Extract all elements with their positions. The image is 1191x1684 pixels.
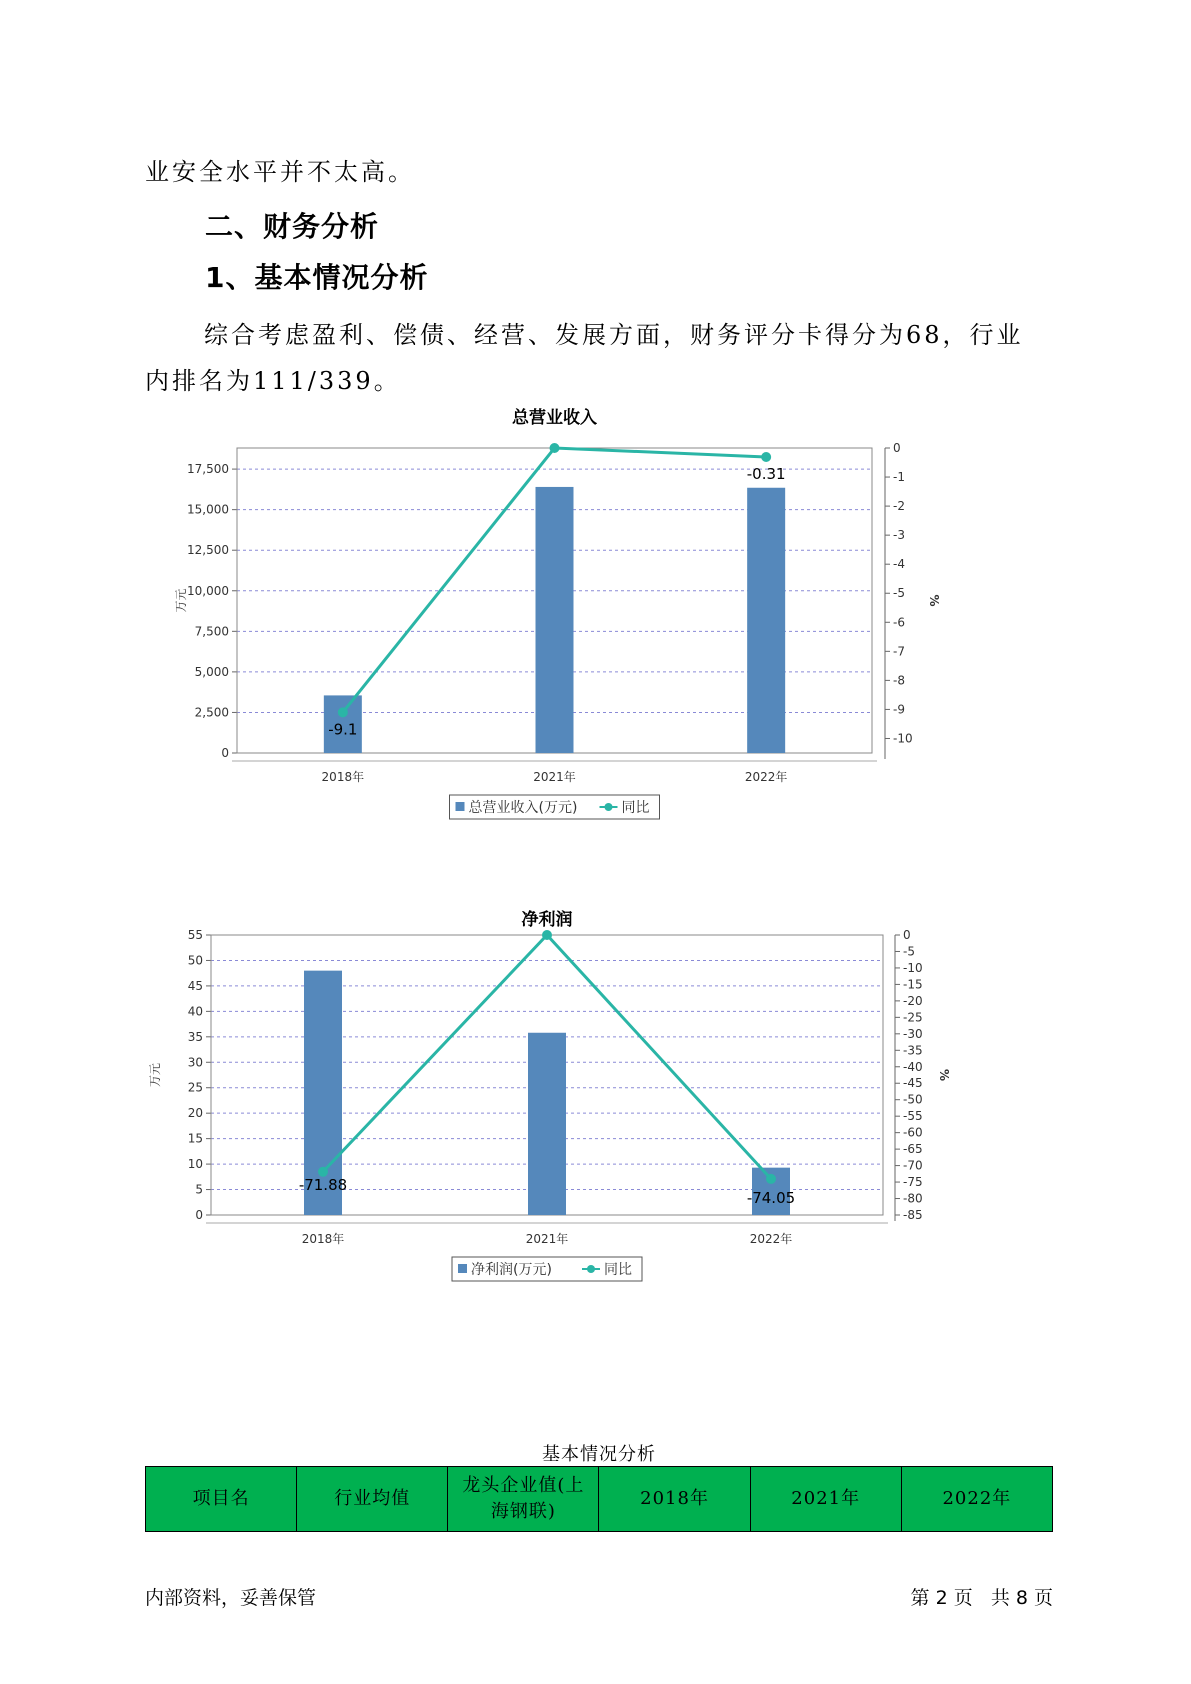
table-header-row — [146, 1467, 1053, 1532]
y-tick-label: 10,000 — [187, 583, 229, 598]
y2-tick-label: -5 — [893, 586, 905, 601]
y-tick-label: 45 — [187, 978, 203, 993]
y2-tick-label: -1 — [893, 470, 905, 485]
legend-line-marker — [605, 803, 613, 811]
y2-tick-label: -40 — [903, 1059, 923, 1074]
table-caption: 基本情况分析 — [542, 1444, 656, 1465]
summary-paragraph-line-2: 内排名为111/339。 — [145, 367, 401, 395]
bar-2021年 — [536, 487, 574, 753]
chart-title: 总营业收入 — [512, 408, 597, 428]
section-heading: 二、财务分析 — [205, 210, 380, 243]
yoy-point — [542, 930, 552, 940]
y-tick-label: 40 — [187, 1004, 203, 1019]
y2-tick-label: -25 — [903, 1010, 923, 1025]
y-tick-label: 20 — [187, 1106, 203, 1121]
table-header-cell: 行业均值 — [297, 1467, 448, 1532]
yoy-point — [338, 707, 348, 717]
y-axis-label: 万元 — [174, 588, 188, 613]
carry-over-text: 业安全水平并不太高。 — [145, 158, 415, 186]
y2-axis-label: % — [937, 1068, 951, 1082]
legend-bar-swatch — [458, 1264, 467, 1273]
y-tick-label: 25 — [187, 1080, 203, 1095]
x-tick-label: 2018年 — [321, 770, 365, 784]
yoy-data-label: -0.31 — [746, 465, 786, 484]
y2-tick-label: -3 — [893, 528, 905, 543]
revenue-chart — [174, 408, 975, 895]
y2-tick-label: -60 — [903, 1125, 923, 1140]
y2-tick-label: -45 — [903, 1076, 923, 1091]
y-tick-label: 12,500 — [187, 543, 229, 558]
basic-analysis-table — [145, 1466, 1053, 1532]
y-tick-label: 7,500 — [194, 624, 229, 639]
y2-tick-label: -50 — [903, 1092, 923, 1107]
y-tick-label: 0 — [195, 1208, 203, 1222]
x-tick-label: 2022年 — [744, 770, 788, 784]
y-tick-label: 55 — [187, 928, 203, 942]
legend-bar-swatch — [456, 802, 465, 811]
table-header-cell: 2021年 — [750, 1467, 901, 1532]
y-tick-label: 50 — [187, 953, 203, 968]
yoy-data-label: -71.88 — [298, 1175, 348, 1194]
y2-tick-label: -7 — [893, 644, 905, 659]
x-tick-label: 2021年 — [525, 1232, 569, 1246]
x-tick-label: 2022年 — [749, 1232, 793, 1246]
y2-tick-label: 0 — [893, 441, 901, 455]
legend-line-label: 同比 — [604, 1262, 632, 1278]
y2-tick-label: -55 — [903, 1109, 923, 1124]
y2-tick-label: -85 — [903, 1208, 923, 1222]
table-header-cell: 龙头企业值(上海钢联) — [448, 1467, 599, 1532]
y2-tick-label: -6 — [893, 615, 905, 630]
y-tick-label: 5,000 — [194, 664, 229, 679]
yoy-data-label: -74.05 — [746, 1188, 796, 1207]
y2-tick-label: -75 — [903, 1175, 923, 1190]
legend-bar-label: 净利润(万元) — [471, 1262, 552, 1278]
y2-tick-label: -30 — [903, 1026, 923, 1041]
x-tick-label: 2021年 — [533, 770, 576, 784]
y2-tick-label: -5 — [903, 944, 915, 959]
legend-line-marker — [587, 1265, 595, 1273]
y-tick-label: 17,500 — [187, 462, 229, 477]
y2-tick-label: -15 — [903, 977, 923, 992]
table-header-cell: 项目名 — [146, 1467, 297, 1532]
y-tick-label: 0 — [221, 746, 229, 760]
y2-tick-label: -9 — [893, 702, 905, 717]
y-tick-label: 15 — [187, 1131, 203, 1146]
y2-tick-label: -10 — [893, 731, 913, 746]
y-tick-label: 5 — [195, 1182, 203, 1197]
chart-title: 净利润 — [521, 910, 573, 930]
y-tick-label: 2,500 — [194, 705, 229, 720]
yoy-point — [550, 443, 560, 453]
footer-confidential-note: 内部资料，妥善保管 — [145, 1587, 317, 1609]
yoy-point — [761, 452, 771, 462]
x-tick-label: 2018年 — [301, 1232, 345, 1246]
y2-tick-label: -10 — [903, 960, 923, 975]
y2-tick-label: -2 — [893, 499, 905, 514]
chart-legend — [450, 795, 660, 819]
y-axis-label: 万元 — [148, 1062, 162, 1088]
y2-axis-label: % — [927, 594, 941, 607]
bar-2022年 — [747, 488, 785, 753]
y-tick-label: 35 — [187, 1029, 203, 1044]
subsection-heading: 1、基本情况分析 — [205, 261, 429, 294]
y-tick-label: 15,000 — [187, 502, 229, 517]
y2-tick-label: -80 — [903, 1191, 923, 1206]
bar-2021年 — [528, 1033, 566, 1215]
table-header-cell: 2018年 — [599, 1467, 750, 1532]
yoy-point — [766, 1174, 776, 1184]
y2-tick-label: 0 — [903, 928, 911, 942]
y2-tick-label: -20 — [903, 993, 923, 1008]
y2-tick-label: -35 — [903, 1043, 923, 1058]
table-header-cell: 2022年 — [901, 1467, 1052, 1532]
y-tick-label: 10 — [187, 1157, 203, 1172]
footer-page-number: 第 2 页 共 8 页 — [910, 1587, 1053, 1609]
legend-line-label: 同比 — [621, 800, 650, 816]
y2-tick-label: -8 — [893, 673, 905, 688]
y2-tick-label: -70 — [903, 1158, 923, 1173]
y2-tick-label: -65 — [903, 1142, 923, 1157]
yoy-data-label: -9.1 — [328, 720, 358, 739]
legend-bar-label: 总营业收入(万元) — [468, 800, 578, 816]
chart-legend — [452, 1257, 642, 1281]
summary-paragraph-line-1: 综合考虑盈利、偿债、经营、发展方面，财务评分卡得分为68，行业 — [204, 321, 1024, 349]
y-tick-label: 30 — [187, 1055, 203, 1070]
y2-tick-label: -4 — [893, 557, 905, 572]
net-profit-chart — [148, 910, 975, 1390]
